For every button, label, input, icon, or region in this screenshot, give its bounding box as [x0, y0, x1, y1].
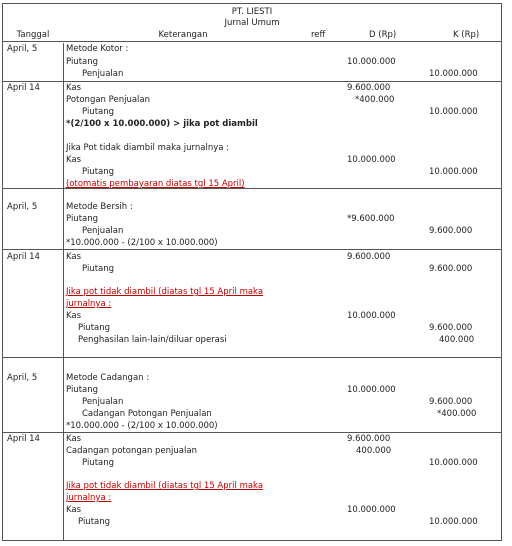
- account-line: Penjualan: [82, 69, 124, 79]
- date-cell: April, 5: [7, 373, 38, 383]
- debit-value: 9.600.000: [347, 252, 391, 262]
- account-line: Cadangan potongan penjualan: [66, 446, 197, 456]
- date-cell: April, 5: [7, 44, 38, 54]
- account-line: Penjualan: [82, 397, 124, 407]
- debit-value: 10.000.000: [347, 385, 396, 395]
- note-line: Jika Pot tidak diambil maka jurnalnya :: [66, 143, 230, 153]
- red-note: jurnalnya :: [66, 299, 112, 309]
- credit-value: 9.600.000: [429, 226, 473, 236]
- row-divider: [3, 357, 501, 358]
- account-line: Piutang: [78, 517, 111, 527]
- account-line: Piutang: [66, 214, 99, 224]
- red-note: jurnalnya :: [66, 493, 112, 503]
- credit-value: 10.000.000: [429, 517, 478, 527]
- account-line: Piutang: [82, 458, 115, 468]
- section-title: Metode Cadangan :: [66, 373, 150, 383]
- account-line: Kas: [66, 434, 82, 444]
- note-line: *(2/100 x 10.000.000) > jika pot diambil: [66, 119, 258, 129]
- debit-value: 10.000.000: [347, 505, 396, 515]
- col-header-desc: Keterangan: [158, 30, 208, 40]
- debit-value: 9.600.000: [347, 83, 391, 93]
- account-line: Piutang: [82, 107, 115, 117]
- col-header-ref: reff: [311, 30, 326, 40]
- account-line: Kas: [66, 83, 82, 93]
- date-column-divider: [63, 43, 64, 540]
- red-note: Jika pot tidak diambil (diatas tgl 15 April maka: [66, 481, 264, 491]
- date-cell: April 14: [7, 83, 40, 93]
- debit-value: 10.000.000: [347, 311, 396, 321]
- credit-value: *400.000: [437, 409, 477, 419]
- col-header-debit: D (Rp): [369, 30, 397, 40]
- account-line: Kas: [66, 311, 82, 321]
- date-cell: April 14: [7, 252, 40, 262]
- debit-value: 400.000: [356, 446, 392, 456]
- section-title: Metode Kotor :: [66, 44, 129, 54]
- debit-value: 9.600.000: [347, 434, 391, 444]
- credit-value: 10.000.000: [429, 458, 478, 468]
- credit-value: 400.000: [439, 335, 475, 345]
- row-divider: [3, 249, 501, 250]
- header-divider: [3, 41, 501, 42]
- account-line: Piutang: [82, 167, 115, 177]
- debit-value: 10.000.000: [347, 57, 396, 67]
- debit-value: 10.000.000: [347, 155, 396, 165]
- account-line: Piutang: [66, 57, 99, 67]
- red-note: (otomatis pembayaran diatas tgl 15 April): [66, 179, 245, 189]
- note-line: *10.000.000 - (2/100 x 10.000.000): [66, 238, 218, 248]
- red-note: Jika pot tidak diambil (diatas tgl 15 April maka: [66, 287, 264, 297]
- date-cell: April, 5: [7, 202, 38, 212]
- credit-value: 10.000.000: [429, 107, 478, 117]
- account-line: Kas: [66, 505, 82, 515]
- date-cell: April 14: [7, 434, 40, 444]
- company-name: PT. LIESTI: [231, 7, 273, 17]
- account-line: Kas: [66, 155, 82, 165]
- journal-table: [2, 3, 502, 541]
- journal-title: Jurnal Umum: [224, 18, 280, 28]
- account-line: Piutang: [82, 264, 115, 274]
- account-line: Penghasilan lain-lain/diluar operasi: [78, 335, 227, 345]
- credit-value: 9.600.000: [429, 397, 473, 407]
- note-line: *10.000.000 - (2/100 x 10.000.000): [66, 421, 218, 431]
- debit-value: *9.600.000: [347, 214, 395, 224]
- credit-value: 10.000.000: [429, 69, 478, 79]
- account-line: Piutang: [78, 323, 111, 333]
- credit-value: 10.000.000: [429, 167, 478, 177]
- account-line: Cadangan Potongan Penjualan: [82, 409, 212, 419]
- debit-value: *400.000: [355, 95, 395, 105]
- credit-value: 9.600.000: [429, 264, 473, 274]
- account-line: Penjualan: [82, 226, 124, 236]
- account-line: Potongan Penjualan: [66, 95, 150, 105]
- col-header-date: Tanggal: [16, 30, 50, 40]
- col-header-credit: K (Rp): [453, 30, 480, 40]
- credit-value: 9.600.000: [429, 323, 473, 333]
- account-line: Piutang: [66, 385, 99, 395]
- account-line: Kas: [66, 252, 82, 262]
- section-title: Metode Bersih :: [66, 202, 133, 212]
